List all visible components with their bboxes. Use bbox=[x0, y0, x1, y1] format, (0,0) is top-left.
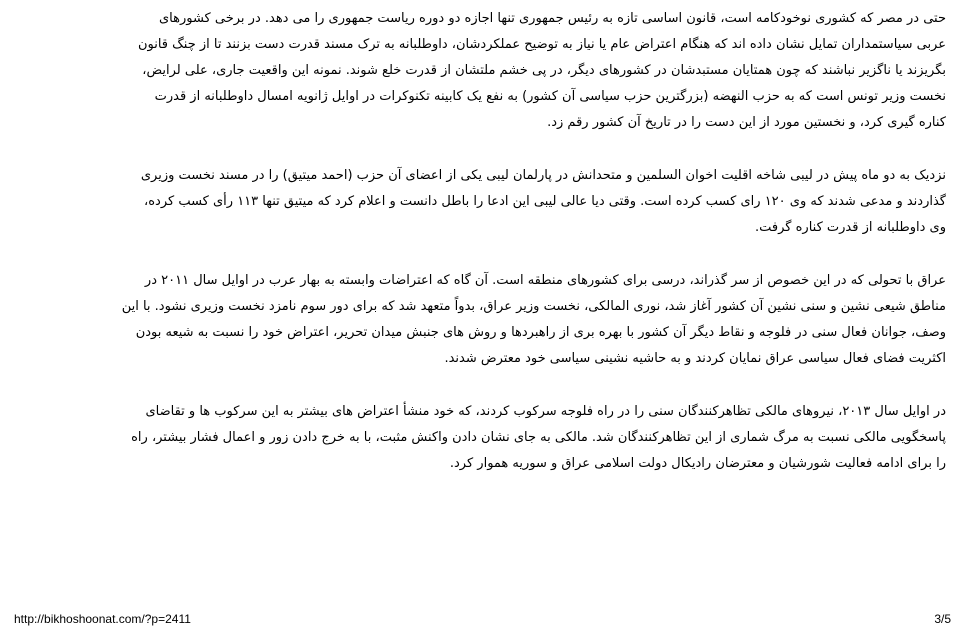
footer-url: http://bikhoshoonat.com/?p=2411 bbox=[14, 612, 191, 626]
text-line: را برای ادامه فعالیت شورشیان و معترضان رادیکال دولت اسلامی عراق و سوریه هموار کرد. bbox=[449, 456, 946, 471]
text-line: گذاردند و مدعی شدند که وی ۱۲۰ رای کسب کرده است. وقتی دیا عالی لیبی این ادعا را باطل دانست و اعلام کرد که میتیق تنها ۱۱۳ رأی کسب کرده، bbox=[144, 194, 946, 209]
text-line: عربی سیاستمداران تمایل نشان داده اند که هنگام اعتراض عام یا نیاز به توضیح عملکردشان، داوطلبانه به ترک مسند قدرت دست بزنند تا از چنگ قانون bbox=[137, 37, 946, 52]
text-line: وصف، جوانان فعال سنی در فلوجه و نقاط دیگر آن کشور با بهره بری از راهبردها و روش های جنبش میدان تحریر، اعتراض خود را نسبت به شیعه بودن bbox=[135, 325, 946, 340]
text-line: پاسخگویی مالکی نسبت به مرگ شماری از این تظاهرکنندگان شد. مالکی به جای نشان دادن واکنش مثبت، با به خرج دادن زور و اعمال فشار بیشتر، راه bbox=[131, 430, 946, 445]
text-line: در اوایل سال ۲۰۱۳، نیروهای مالکی تظاهرکنندگان سنی را در راه فلوجه سرکوب کردند، که خود منشأ اعتراض های بیشتر به این سرکوب ها و تقاضای bbox=[145, 404, 946, 419]
paragraph bbox=[18, 163, 946, 241]
text-line: عراق با تحولی که در این خصوص از سر گذراند، درسی برای کشورهای منطقه است. آن گاه که اعتراضات وابسته به بهار عرب در اوایل سال ۲۰۱۱ در bbox=[144, 273, 946, 288]
text-line: کناره گیری کرد، و نخستین مورد از این دست را در تاریخ آن کشور رقم زد. bbox=[547, 115, 946, 130]
text-line: اکثریت فضای فعال سیاسی عراق نمایان کردند و به حاشیه نشینی سیاسی خود معترض شدند. bbox=[444, 351, 946, 366]
text-line: حتی در مصر که کشوری نوخودکامه است، قانون اساسی تازه به رئیس جمهوری تنها اجازه دو دوره ریاست جمهوری را می دهد. در برخی کشورهای bbox=[158, 11, 946, 26]
page-number: 3/5 bbox=[934, 612, 951, 626]
text-line: نخست وزیر تونس است که به حزب النهضه (بزرگترین حزب سیاسی آن کشور) به نفع یک کابینه تکنوکرات در اوایل ژانویه امسال داوطلبانه از قدرت bbox=[154, 89, 946, 104]
text-line: نزدیک به دو ماه پیش در لیبی شاخه اقلیت اخوان السلمین و متحدانش در پارلمان لیبی یکی از اعضای آن حزب (احمد میتیق) را در مسند نخست وزیری bbox=[140, 168, 946, 183]
paragraph bbox=[18, 399, 946, 477]
text-line: مناطق شیعی نشین و سنی نشین آن کشور آغاز شد، نوری المالکی، نخست وزیر عراق، بدواً متعهد شد که برای دور سوم نامزد نخست وزیری نشود. با این bbox=[121, 299, 946, 314]
text-line: بگریزند یا ناگزیر نباشند که چون همتایان مستبدشان در کشورهای دیگر، در پی خشم ملتشان از قدرت خلع شوند. نمونه این واقعیت جاری، علی لرایض، bbox=[142, 63, 946, 78]
page-footer bbox=[0, 604, 975, 632]
paragraph bbox=[18, 268, 946, 372]
paragraph bbox=[18, 6, 946, 136]
article-body bbox=[18, 6, 946, 504]
text-line: وی داوطلبانه از قدرت کناره گرفت. bbox=[755, 220, 946, 235]
